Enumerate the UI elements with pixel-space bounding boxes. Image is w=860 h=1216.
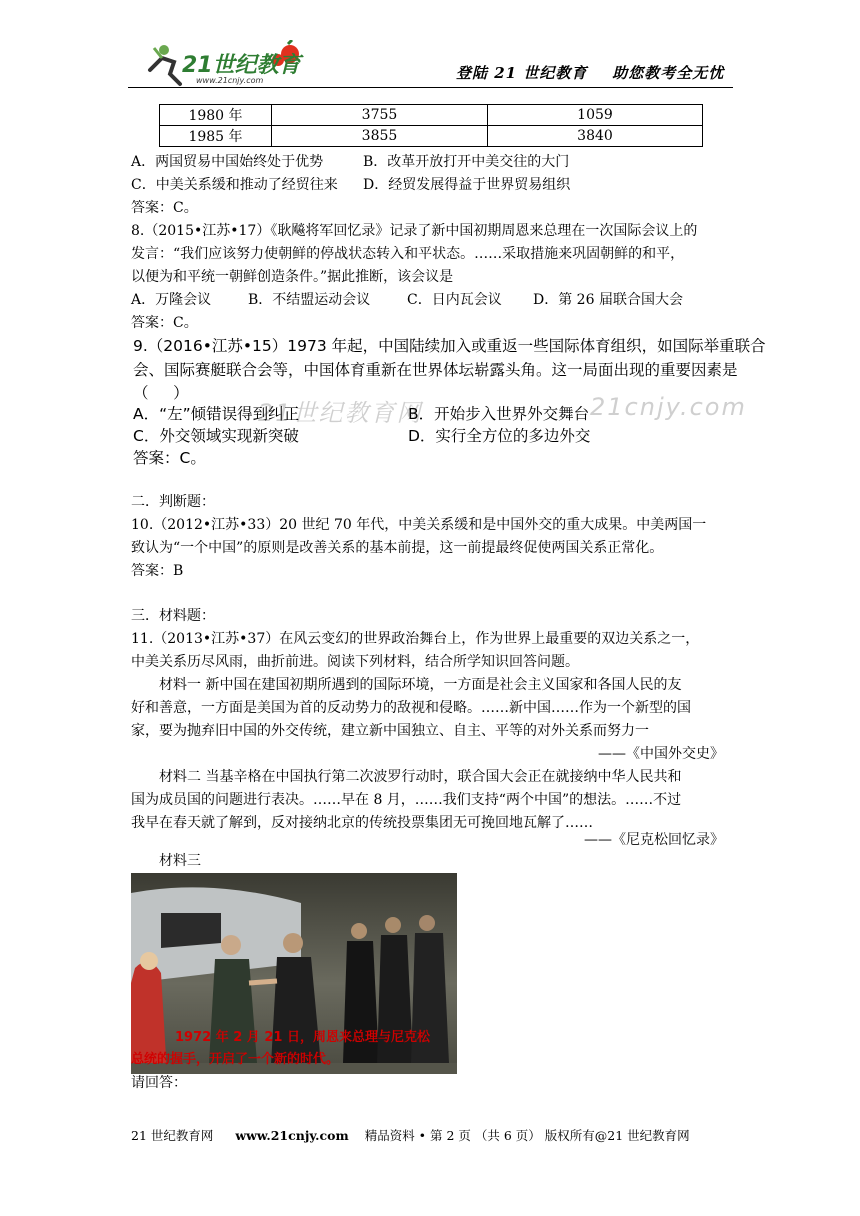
logo-text: 21世纪教育 — [182, 53, 301, 78]
header-divider — [128, 87, 733, 88]
material-1-line-1: 材料一 新中国在建国初期所遇到的国际环境，一方面是社会主义国家和各国人民的友 — [159, 677, 682, 693]
watermark-url: 21cnjy.com — [590, 393, 747, 421]
q11-line-1: 11.（2013•江苏•37）在风云变幻的世界政治舞台上，作为世界上最重要的双边关系之一， — [131, 631, 700, 647]
table-cell: 1985 年 — [160, 126, 272, 147]
footer-site: 21 世纪教育网 — [131, 1128, 214, 1143]
section-3-title: 三．材料题： — [131, 608, 215, 624]
q8-option-a: A．万隆会议 — [131, 292, 212, 308]
q7-option-c: C．中美关系缓和推动了经贸往来 — [131, 177, 338, 193]
watermark-cn: 21世纪教育网 — [258, 399, 423, 427]
q9-answer: 答案：C。 — [133, 449, 206, 467]
table-cell: 3855 — [272, 126, 488, 147]
q8-option-c: C．日内瓦会议 — [407, 292, 502, 308]
footer-page-info: 精品资料 • 第 2 页 （共 6 页） 版权所有@21 世纪教育网 — [364, 1128, 690, 1143]
material-2-line-1: 材料二 当基辛格在中国执行第二次波罗行动时，联合国大会正在就接纳中华人民共和 — [159, 769, 682, 785]
table-row — [160, 126, 703, 147]
q9-option-c: C．外交领域实现新突破 — [133, 427, 299, 445]
handshake-photo — [131, 873, 457, 1074]
q8-line-1: 8.（2015•江苏•17）《耿飚将军回忆录》记录了新中国初期周恩来总理在一次国际会议上的 — [131, 223, 698, 239]
q10-line-1: 10.（2012•江苏•33）20 世纪 70 年代，中美关系缓和是中国外交的重大成果。中美两国一 — [131, 517, 707, 533]
q9-option-a: A．“左”倾错误得到纠正 — [133, 405, 300, 423]
q8-option-b: B．不结盟运动会议 — [248, 292, 371, 308]
table-row — [160, 105, 703, 126]
material-1-line-2: 好和善意，一方面是美国为首的反动势力的敌视和侵略。……新中国……作为一个新型的国 — [131, 700, 691, 716]
q9-option-b: B．开始步入世界外交舞台 — [408, 405, 590, 423]
material-2-source: ——《尼克松回忆录》 — [584, 832, 724, 848]
q9-option-d: D．实行全方位的多边外交 — [408, 427, 591, 445]
material-1-source: ——《中国外交史》 — [598, 746, 724, 762]
header-slogan: 登陆 21 世纪教育 助您教考全无忧 — [456, 64, 725, 82]
q7-option-d: D．经贸发展得益于世界贸易组织 — [363, 177, 571, 193]
trade-table — [159, 104, 703, 147]
answer-prompt: 请回答： — [131, 1075, 187, 1091]
material-3-label: 材料三 — [159, 853, 201, 869]
q10-answer: 答案：B — [131, 563, 184, 579]
material-2-line-3: 我早在春天就了解到，反对接纳北京的传统投票集团无可挽回地瓦解了…… — [131, 815, 593, 831]
photo-caption-line-2: 总统的握手，开启了一个新的时代。 — [131, 1052, 340, 1067]
q7-option-a: A．两国贸易中国始终处于优势 — [131, 154, 324, 170]
q7-answer: 答案：C。 — [131, 200, 198, 216]
q9-line-1: 9.（2016•江苏•15）1973 年起，中国陆续加入或重返一些国际体育组织，如国际举重联合 — [133, 337, 766, 355]
section-2-title: 二．判断题： — [131, 494, 215, 510]
logo-url: www.21cnjy.com — [196, 76, 264, 85]
table-cell: 1059 — [488, 105, 703, 126]
q8-line-2: 发言：“我们应该努力使朝鲜的停战状态转入和平状态。……采取措施来巩固朝鲜的和平， — [131, 246, 685, 262]
q9-line-2: 会、国际赛艇联合会等，中国体育重新在世界体坛崭露头角。这一局面出现的重要因素是 — [133, 361, 738, 379]
footer-web-link[interactable]: www.21cnjy.com — [235, 1128, 349, 1143]
table-cell: 3755 — [272, 105, 488, 126]
q7-option-b: B．改革开放打开中美交往的大门 — [363, 154, 570, 170]
q9-line-3: （ ） — [133, 384, 189, 402]
q8-line-3: 以便为和平统一朝鲜创造条件。”据此推断，该会议是 — [131, 269, 454, 285]
table-cell: 3840 — [488, 126, 703, 147]
q10-line-2: 致认为“一个中国”的原则是改善关系的基本前提，这一前提最终促使两国关系正常化。 — [131, 540, 664, 556]
material-2-line-2: 国为成员国的问题进行表决。……早在 8 月，……我们支持“两个中国”的想法。……不过 — [131, 792, 682, 808]
q8-option-d: D．第 26 届联合国大会 — [533, 292, 683, 308]
q11-line-2: 中美关系历尽风雨，曲折前进。阅读下列材料，结合所学知识回答问题。 — [131, 654, 579, 670]
q8-answer: 答案：C。 — [131, 315, 198, 331]
page-footer — [131, 1126, 690, 1144]
photo-caption-line-1: 1972 年 2 月 21 日，周恩来总理与尼克松 — [175, 1030, 430, 1045]
site-logo — [140, 40, 310, 92]
table-cell: 1980 年 — [160, 105, 272, 126]
material-1-line-3: 家，要为抛弃旧中国的外交传统，建立新中国独立、自主、平等的对外关系而努力一 — [131, 723, 649, 739]
